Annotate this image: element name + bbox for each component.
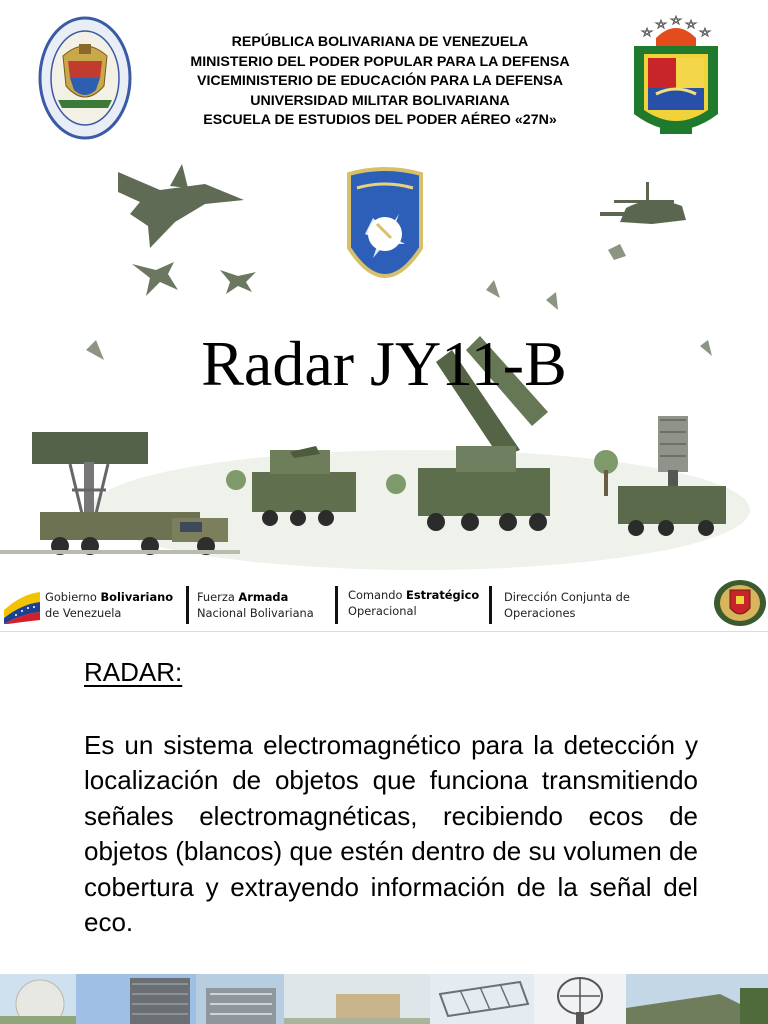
- institution-header: [140, 33, 620, 131]
- helicopter-icon: [600, 182, 686, 224]
- radar-antenna-photo-icon: [76, 974, 196, 1024]
- logo-separator: [335, 586, 338, 624]
- header-line-school: ESCUELA DE ESTUDIOS DEL PODER AÉREO «27N»: [203, 112, 557, 129]
- definition-slide: [0, 634, 768, 1024]
- logo-comando-line1-bold: Estratégico: [406, 588, 480, 602]
- fighter-jet-icon: [118, 164, 244, 248]
- radar-dome-photo-icon: [0, 974, 76, 1024]
- logo-fuerza-line2: Nacional Bolivariana: [197, 606, 314, 620]
- header-line-vice-ministry: VICEMINISTERIO DE EDUCACIÓN PARA LA DEFENSA: [196, 73, 563, 90]
- logo-fuerza-line1-prefix: Fuerza: [197, 590, 239, 604]
- header-line-republic: REPÚBLICA BOLIVARIANA DE VENEZUELA: [231, 34, 529, 50]
- logo-gobierno-line2: de Venezuela: [45, 606, 122, 620]
- logo-separator: [489, 586, 492, 624]
- header-line-ministry: MINISTERIO DEL PODER POPULAR PARA LA DEFENSA: [190, 53, 570, 70]
- small-jet-icon: [132, 262, 256, 296]
- radar-array-photo-icon: [196, 974, 284, 1024]
- logo-gobierno-line1-prefix: Gobierno: [45, 590, 101, 604]
- radar-dish-photo-icon: [430, 974, 534, 1024]
- venezuela-flag-icon: [4, 588, 40, 624]
- radar-definition-paragraph: Es un sistema electromagnético para la detección y localización de objetos que funciona transmitiendo señales electromagnéticas, recibiendo ecos de objetos (blancos) que estén dentro de su volumen de cobertura y extrayendo información de la señal del eco.: [84, 730, 698, 938]
- logo-direccion-line1: Dirección Conjunta de: [504, 590, 630, 604]
- header-line-university: UNIVERSIDAD MILITAR BOLIVARIANA: [250, 92, 510, 109]
- logo-strip: [0, 580, 768, 632]
- radar-building-photo-icon: [284, 974, 430, 1024]
- logo-comando-line2: Operacional: [348, 604, 417, 618]
- radar-mesh-photo-icon: [534, 974, 626, 1024]
- logo-comando-line1-prefix: Comando: [348, 588, 407, 602]
- air-power-school-shield-icon: [343, 164, 427, 304]
- section-heading: RADAR:: [84, 657, 183, 687]
- logo-fuerza-armada: [197, 589, 314, 621]
- logo-gobierno-line1-bold: Bolivariano: [100, 590, 174, 604]
- radar-photo-strip: [0, 974, 768, 1024]
- logo-direccion-line2: Operaciones: [504, 606, 576, 620]
- logo-fuerza-line1-bold: Armada: [238, 590, 289, 604]
- radar-shelter-photo-icon: [626, 974, 768, 1024]
- defense-shield-icon: [630, 14, 722, 144]
- operational-command-badge-icon: [712, 578, 768, 628]
- logo-separator: [186, 586, 189, 624]
- logo-direccion-conjunta: [504, 589, 630, 621]
- slide-title: Radar JY11-B: [201, 328, 567, 399]
- university-seal-icon: [38, 16, 132, 140]
- logo-comando-estrategico: [348, 587, 479, 619]
- logo-gobierno-bolivariano: [45, 589, 173, 621]
